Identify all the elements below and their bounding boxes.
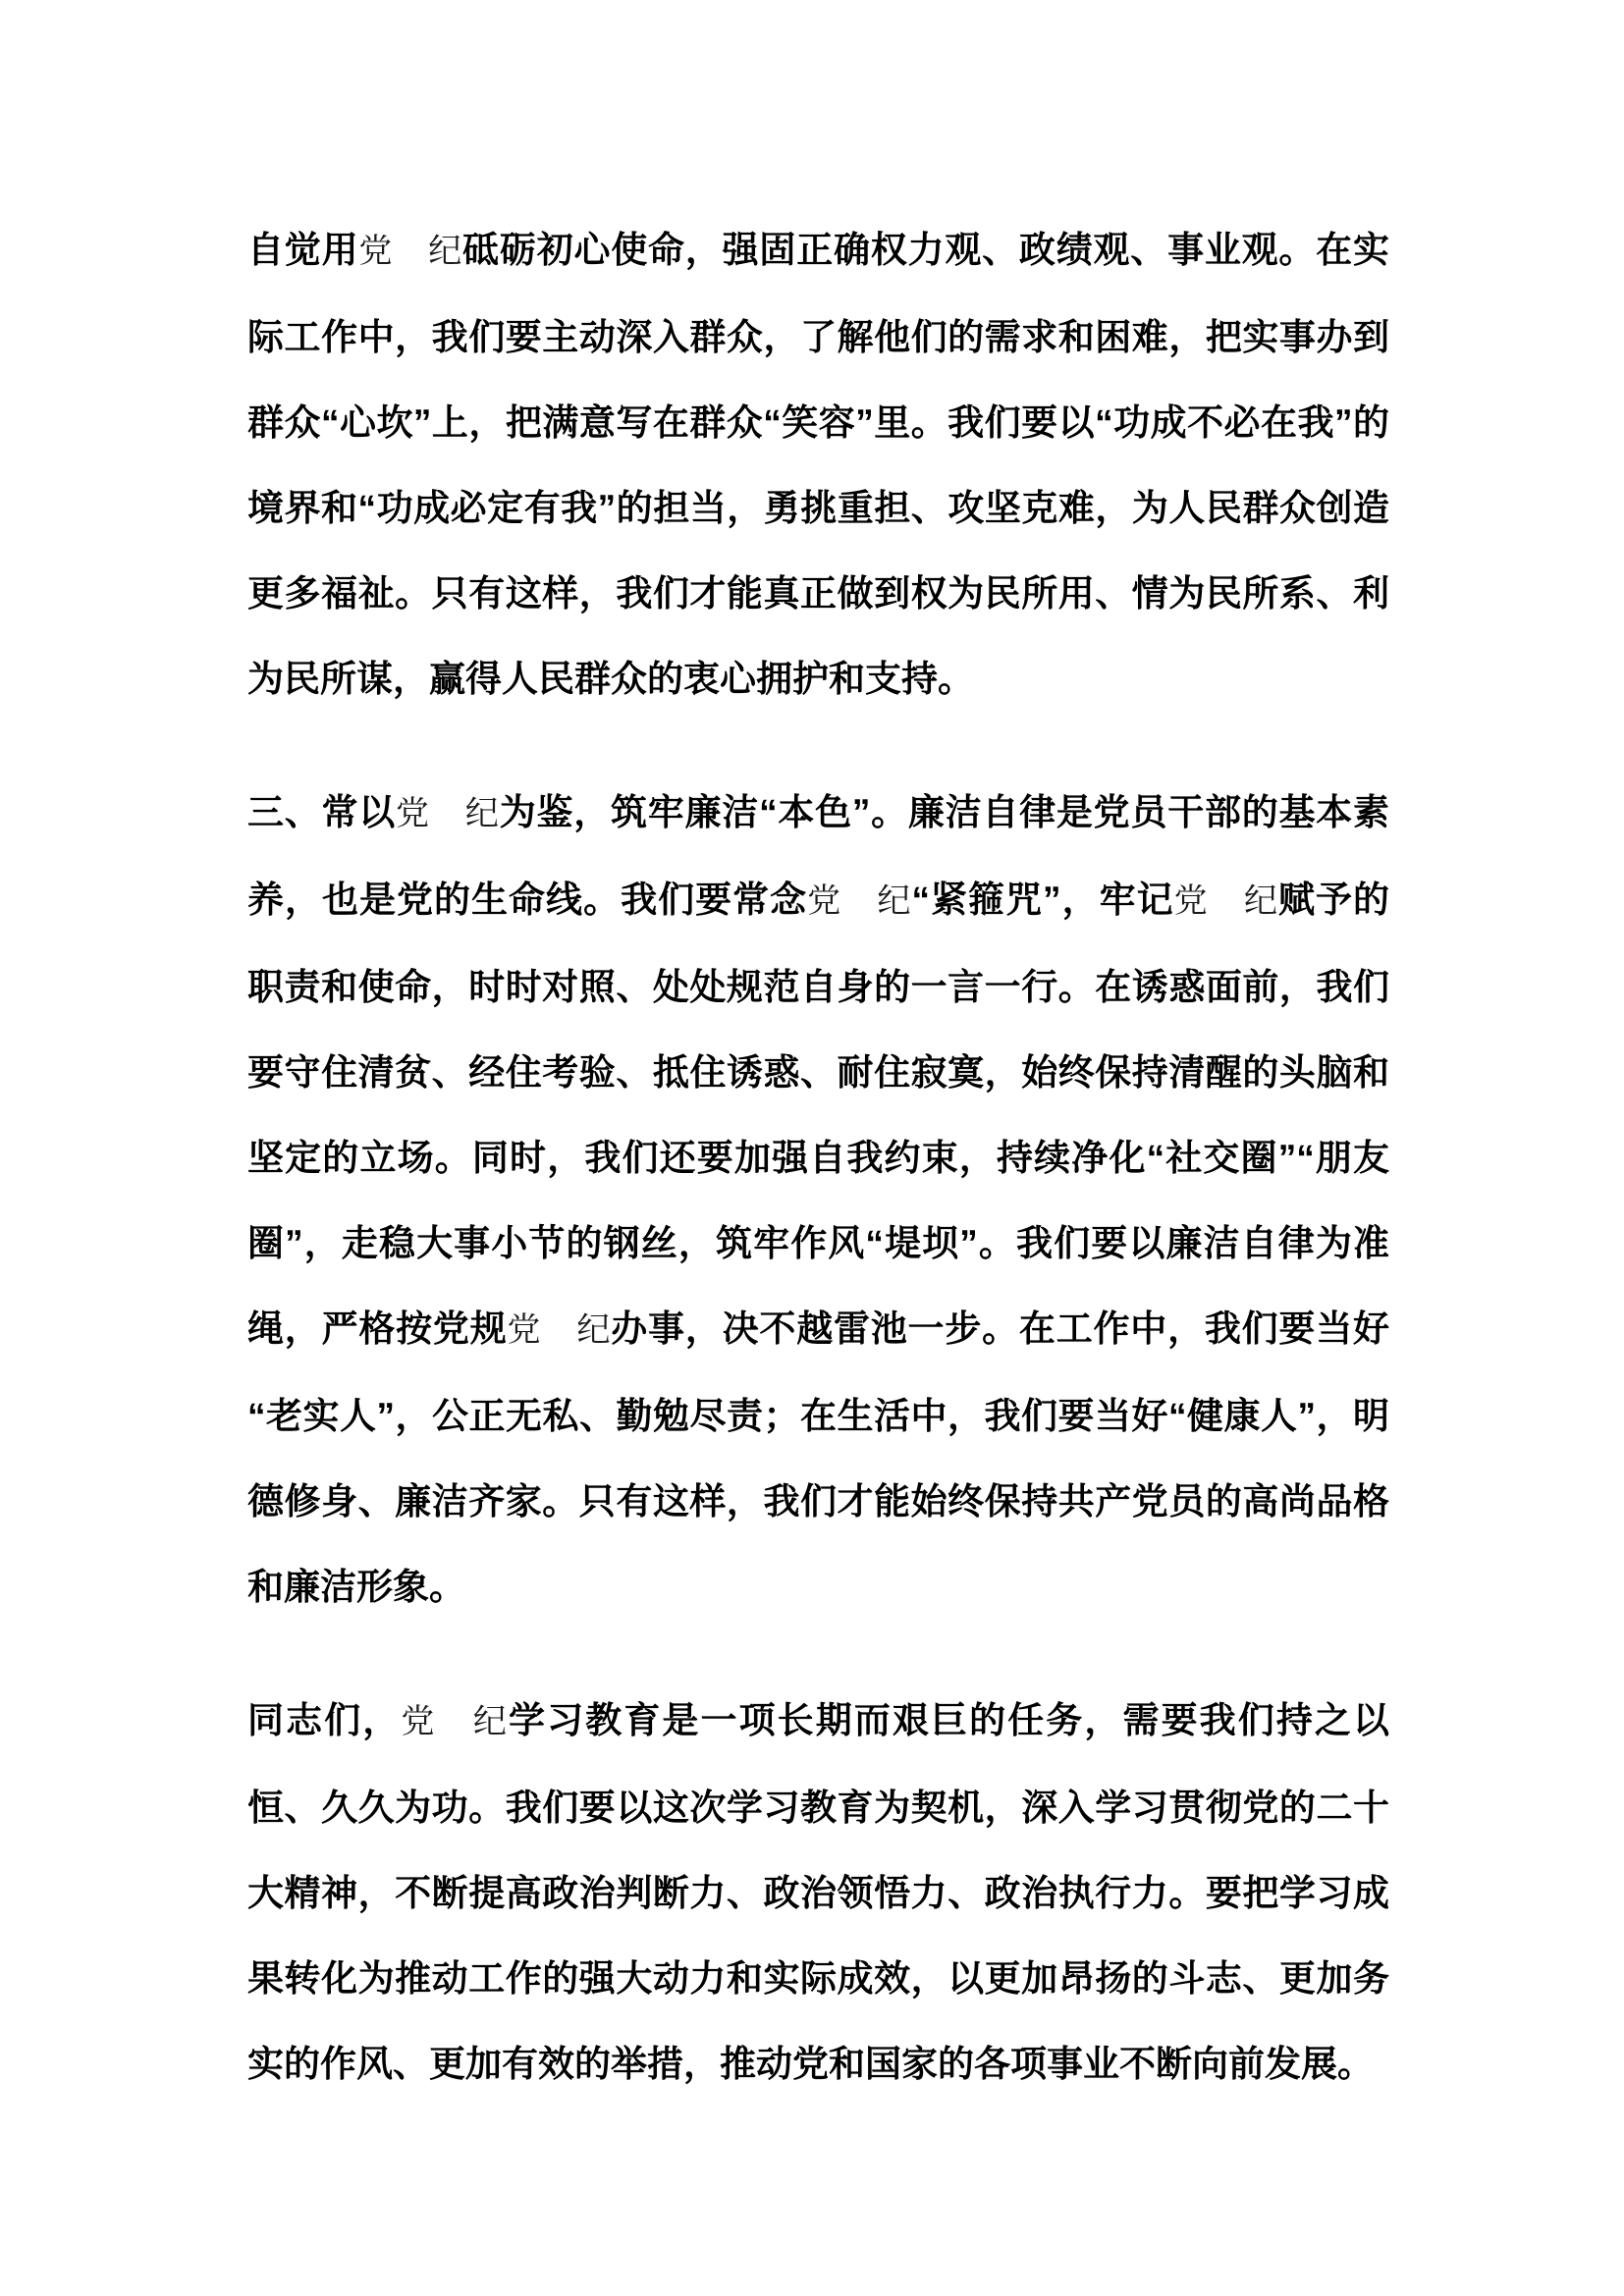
text-run: “紧箍咒”，牢记 (911, 880, 1174, 920)
sensitive-term-alt-font: 党 纪 (507, 1310, 612, 1350)
text-run: 三、常以 (247, 792, 397, 832)
sensitive-term-alt-font: 党 纪 (1173, 881, 1279, 921)
paragraph-1 (247, 207, 1389, 721)
sensitive-term-alt-font: 党 纪 (396, 794, 500, 833)
text-run: 办事，决不越雷池一步。在工作中，我们要当好“老实人”，公正无私、勤勉尽责；在生活中，我们要当好“健康人”，明德修身、廉洁齐家。只有这样，我们才能始终保持共产党员的高尚品格和廉洁形象。 (247, 1308, 1390, 1607)
paragraph-3 (247, 1678, 1389, 2107)
sensitive-term-alt-font: 党 纪 (807, 881, 912, 921)
text-run: 砥砺初心使命，强固正确权力观、政绩观、事业观。在实际工作中，我们要主动深入群众，了解他们的需求和困难，把实事办到群众“心坎”上，把满意写在群众“笑容”里。我们要以“功成不必在我”的境界和“功成必定有我”的担当，勇挑重担、攻坚克难，为人民群众创造更多福祉。只有这样，我们才能真正做到权为民所用、情为民所系、利为民所谋，赢得人民群众的衷心拥护和支持。 (247, 230, 1390, 699)
sensitive-term-alt-font: 党 纪 (358, 232, 463, 271)
text-run: 学习教育是一项长期而艰巨的任务，需要我们持之以恒、久久为功。我们要以这次学习教育为契机，深入学习贯彻党的二十大精神，不断提高政治判断力、政治领悟力、政治执行力。要把学习成果转化为推动工作的强大动力和实际成效，以更加昂扬的斗志、更加务实的作风、更加有效的举措，推动党和国家的各项事业不断向前发展。 (247, 1700, 1390, 2084)
text-run: 赋予的职责和使命，时时对照、处处规范自身的一言一行。在诱惑面前，我们要守住清贫、经住考验、抵住诱惑、耐住寂寞，始终保持清醒的头脑和坚定的立场。同时，我们还要加强自我约束，持续净化“社交圈”“朋友圈”，走稳大事小节的钢丝，筑牢作风“堤坝”。我们要以廉洁自律为准绳，严格按党规 (247, 880, 1390, 1349)
sensitive-term-alt-font: 党 纪 (401, 1702, 510, 1741)
paragraph-2 (247, 770, 1389, 1629)
text-run: 为鉴，筑牢廉洁“本色”。廉洁自律是党员干部的基本素养，也是党的生命线。我们要常念 (247, 792, 1390, 920)
text-run: 自觉用 (247, 230, 359, 270)
text-run: 同志们， (247, 1700, 402, 1740)
